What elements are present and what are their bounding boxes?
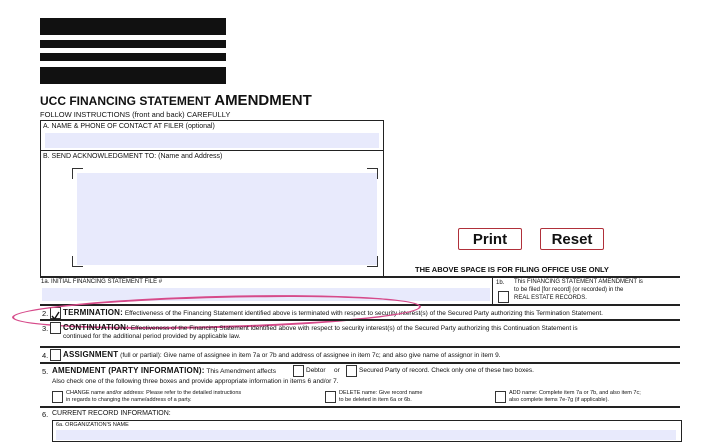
divider-1: [40, 276, 680, 278]
assignment-checkbox[interactable]: [50, 349, 61, 361]
change-checkbox[interactable]: [52, 391, 63, 403]
item6-number: 6.: [42, 410, 49, 419]
divider-5: [40, 362, 680, 364]
amendment-row: [52, 366, 276, 375]
assignment-text: (full or partial): Give name of assignee in item 7a or 7b and address of assignee in item 7c; and also give name of assignor in item 9.: [120, 352, 501, 359]
page-title: [40, 92, 312, 109]
delete-label: DELETE name: Give record name: [339, 390, 423, 396]
amendment-affects: This Amendment affects: [206, 368, 276, 375]
filing-office-label: THE ABOVE SPACE IS FOR FILING OFFICE USE ONLY: [415, 265, 609, 274]
amendment-title: AMENDMENT (PARTY INFORMATION):: [52, 366, 205, 375]
bracket-bottom-right: [367, 256, 378, 267]
continuation-title: CONTINUATION:: [63, 323, 129, 332]
item1b-line2: to be filed [for record] (or recorded) in the: [514, 287, 624, 293]
item5-number: 5.: [42, 367, 49, 376]
real-estate-checkbox[interactable]: [498, 291, 509, 303]
assignment-row: [63, 350, 501, 359]
termination-text: Effectiveness of the Financing Statement identified above is terminated with respect to security interest(s) of the Secured Party authorizing this Termination Statement.: [124, 310, 603, 317]
organization-label: 6a. ORGANIZATION'S NAME: [56, 422, 129, 428]
redaction-bar-3: [40, 53, 226, 61]
bracket-bottom-left: [72, 256, 83, 267]
secured-party-label: Secured Party of record. Check only one of these two boxes.: [359, 367, 534, 374]
or-label: or: [334, 367, 340, 374]
contact-field[interactable]: [45, 133, 379, 148]
also-check-label: Also check one of the following three boxes and provide appropriate information in items 6 and/or 7.: [52, 378, 339, 385]
continuation-row: [63, 323, 578, 332]
delete-label-2: to be deleted in item 6a or 6b.: [339, 397, 412, 403]
item1b-number: 1b.: [496, 280, 505, 286]
add-checkbox[interactable]: [495, 391, 506, 403]
contact-label: A. NAME & PHONE OF CONTACT AT FILER (optional): [43, 123, 215, 130]
secured-party-checkbox[interactable]: [346, 365, 357, 377]
redaction-bar-4: [40, 67, 226, 84]
title-main: AMENDMENT: [214, 92, 312, 109]
item4-number: 4.: [42, 351, 49, 360]
title-prefix: UCC FINANCING STATEMENT: [40, 94, 211, 108]
add-label: ADD name: Complete item 7a or 7b, and also item 7c;: [509, 390, 641, 396]
follow-instructions: FOLLOW INSTRUCTIONS (front and back) CAREFULLY: [40, 110, 231, 119]
bracket-top-left: [72, 168, 83, 179]
redaction-bar-2: [40, 40, 226, 48]
change-label-2: in regards to changing the name/address of a party.: [66, 397, 192, 403]
organization-name-field[interactable]: [56, 430, 676, 440]
delete-checkbox[interactable]: [325, 391, 336, 403]
organization-box: [52, 420, 682, 442]
assignment-title: ASSIGNMENT: [63, 350, 119, 359]
item1b-divider: [492, 277, 493, 304]
bracket-top-right: [367, 168, 378, 179]
change-label: CHANGE name and/or address: Please refer to the detailed instructions: [66, 390, 242, 396]
print-button[interactable]: Print: [458, 228, 522, 250]
debtor-checkbox[interactable]: [293, 365, 304, 377]
item2-number: 2.: [42, 309, 49, 318]
item3-number: 3.: [42, 324, 49, 333]
reset-button[interactable]: Reset: [540, 228, 604, 250]
continuation-checkbox[interactable]: [50, 322, 61, 334]
item1b-line1: This FINANCING STATEMENT AMENDMENT is: [514, 279, 643, 285]
current-record-label: CURRENT RECORD INFORMATION:: [52, 410, 171, 417]
continuation-text-2: continued for the additional period provided by applicable law.: [63, 333, 241, 340]
divider-3: [40, 319, 680, 321]
debtor-label: Debtor: [306, 367, 326, 374]
acknowledgment-label: B. SEND ACKNOWLEDGMENT TO: (Name and Address): [43, 153, 223, 160]
add-label-2: also complete items 7e-7g (if applicable).: [509, 397, 609, 403]
divider-6: [40, 406, 680, 408]
termination-title: TERMINATION:: [63, 308, 124, 317]
initial-file-label: 1a. INITIAL FINANCING STATEMENT FILE #: [41, 279, 163, 285]
filer-box: [40, 120, 384, 277]
divider-4: [40, 346, 680, 348]
redaction-bar-1: [40, 18, 226, 35]
continuation-text: Effectiveness of the Financing Statement identified above with respect to security interest(s) of the Secured Party authorizing this Continuation Statement is: [130, 325, 578, 332]
item1b-line3: REAL ESTATE RECORDS.: [514, 295, 587, 301]
acknowledgment-address-field[interactable]: [77, 173, 377, 265]
